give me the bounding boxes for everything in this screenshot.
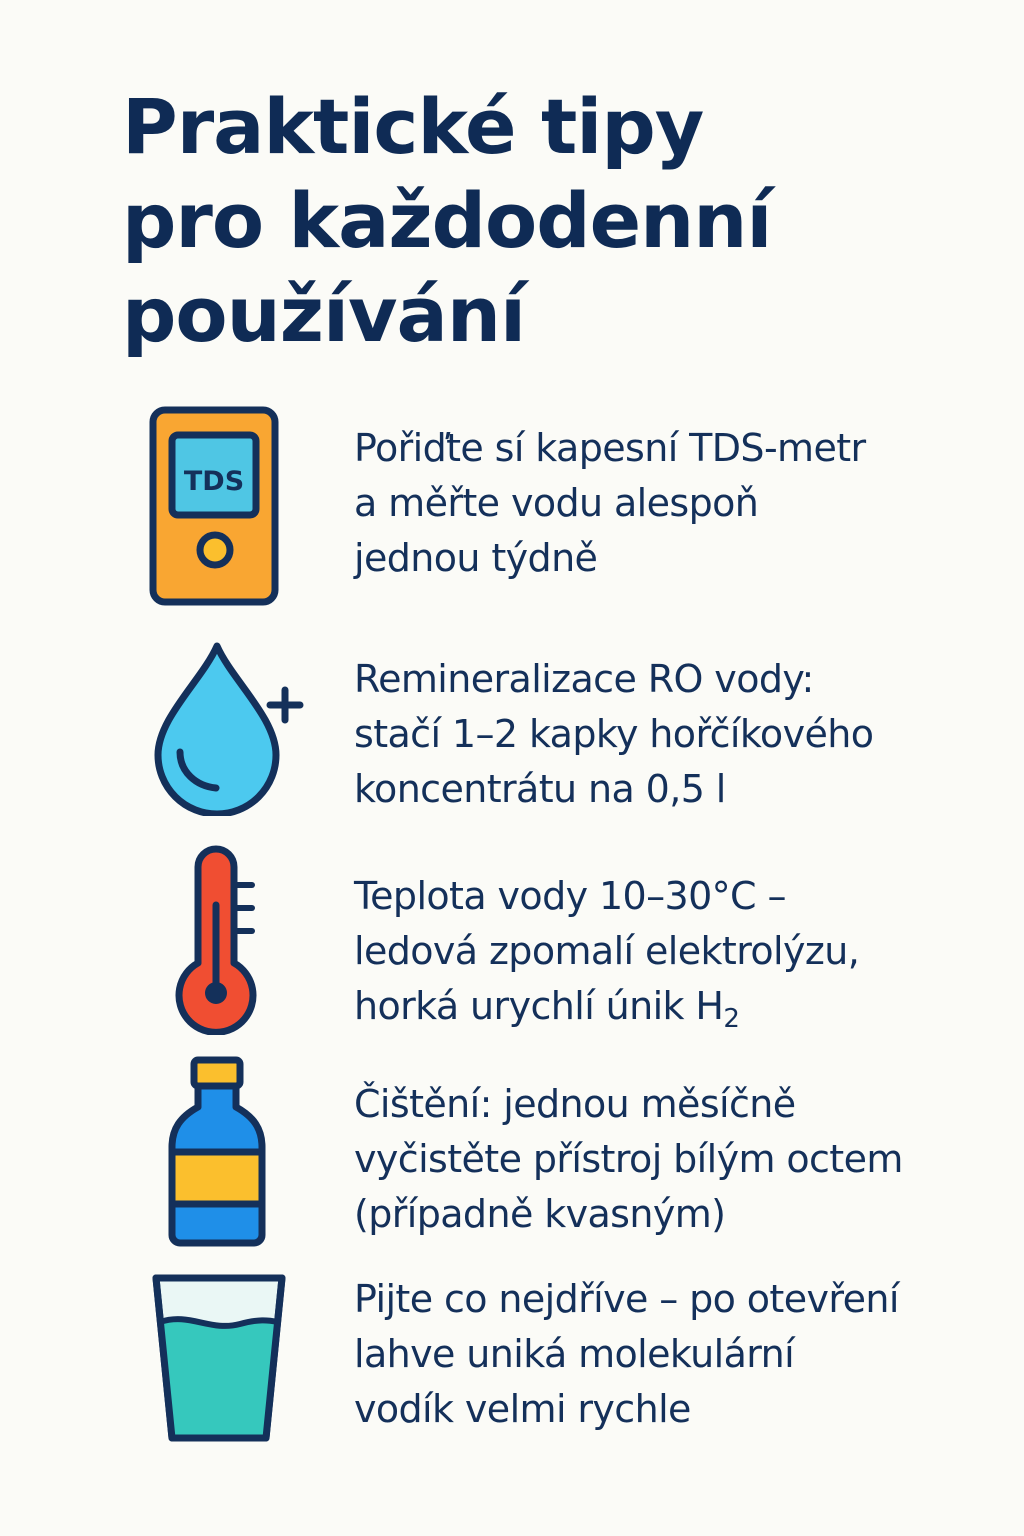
tip-line: lahve uniká molekulární	[354, 1332, 795, 1376]
tip-line: Pořiďte sí kapesní TDS-metr	[354, 426, 866, 470]
tip-line: (případně kvasným)	[354, 1192, 726, 1236]
tds-screen-label: TDS	[183, 466, 245, 497]
tip-cleaning	[0, 1055, 1024, 1250]
tip-line-text: horká urychlí únik H	[354, 984, 724, 1028]
tip-line: jednou týdně	[354, 536, 598, 580]
tip-line: Čištění: jednou měsíčně	[354, 1082, 796, 1126]
thermometer-icon	[140, 845, 310, 1035]
tip-temperature	[0, 845, 1024, 1035]
bottle-icon	[140, 1055, 310, 1250]
tip-line-hydrogen	[354, 979, 994, 1034]
tip-line: stačí 1–2 kapky hořčíkového	[354, 712, 874, 756]
tip-line: vyčistěte přístroj bílým octem	[354, 1137, 903, 1181]
title-line-2: pro každodenní	[122, 176, 772, 265]
tip-tds-meter	[0, 405, 1024, 605]
tip-line: a měřte vodu alespoň	[354, 481, 759, 525]
tip-line: Pijte co nejdříve – po otevření	[354, 1277, 899, 1321]
tip-text	[354, 652, 994, 817]
tip-line: koncentrátu na 0,5 l	[354, 767, 726, 811]
tip-text	[354, 1272, 994, 1437]
title-line-3: používání	[122, 270, 525, 359]
tip-line: Remineralizace RO vody:	[354, 657, 814, 701]
water-drop-plus-icon	[140, 640, 310, 816]
tds-meter-icon	[140, 405, 310, 607]
tip-text	[354, 1077, 994, 1242]
title-line-1: Praktické tipy	[122, 82, 704, 171]
tip-line: ledová zpomalí elektrolýzu,	[354, 929, 860, 973]
tip-drink-fast	[0, 1270, 1024, 1445]
page-title	[122, 80, 942, 362]
water-glass-icon	[140, 1270, 310, 1445]
tip-line: vodík velmi rychle	[354, 1387, 691, 1431]
tip-line: Teplota vody 10–30°C –	[354, 874, 786, 918]
tip-remineralization	[0, 640, 1024, 820]
hydrogen-subscript: 2	[723, 1004, 740, 1034]
tip-text	[354, 869, 994, 1034]
tip-text	[354, 421, 994, 586]
